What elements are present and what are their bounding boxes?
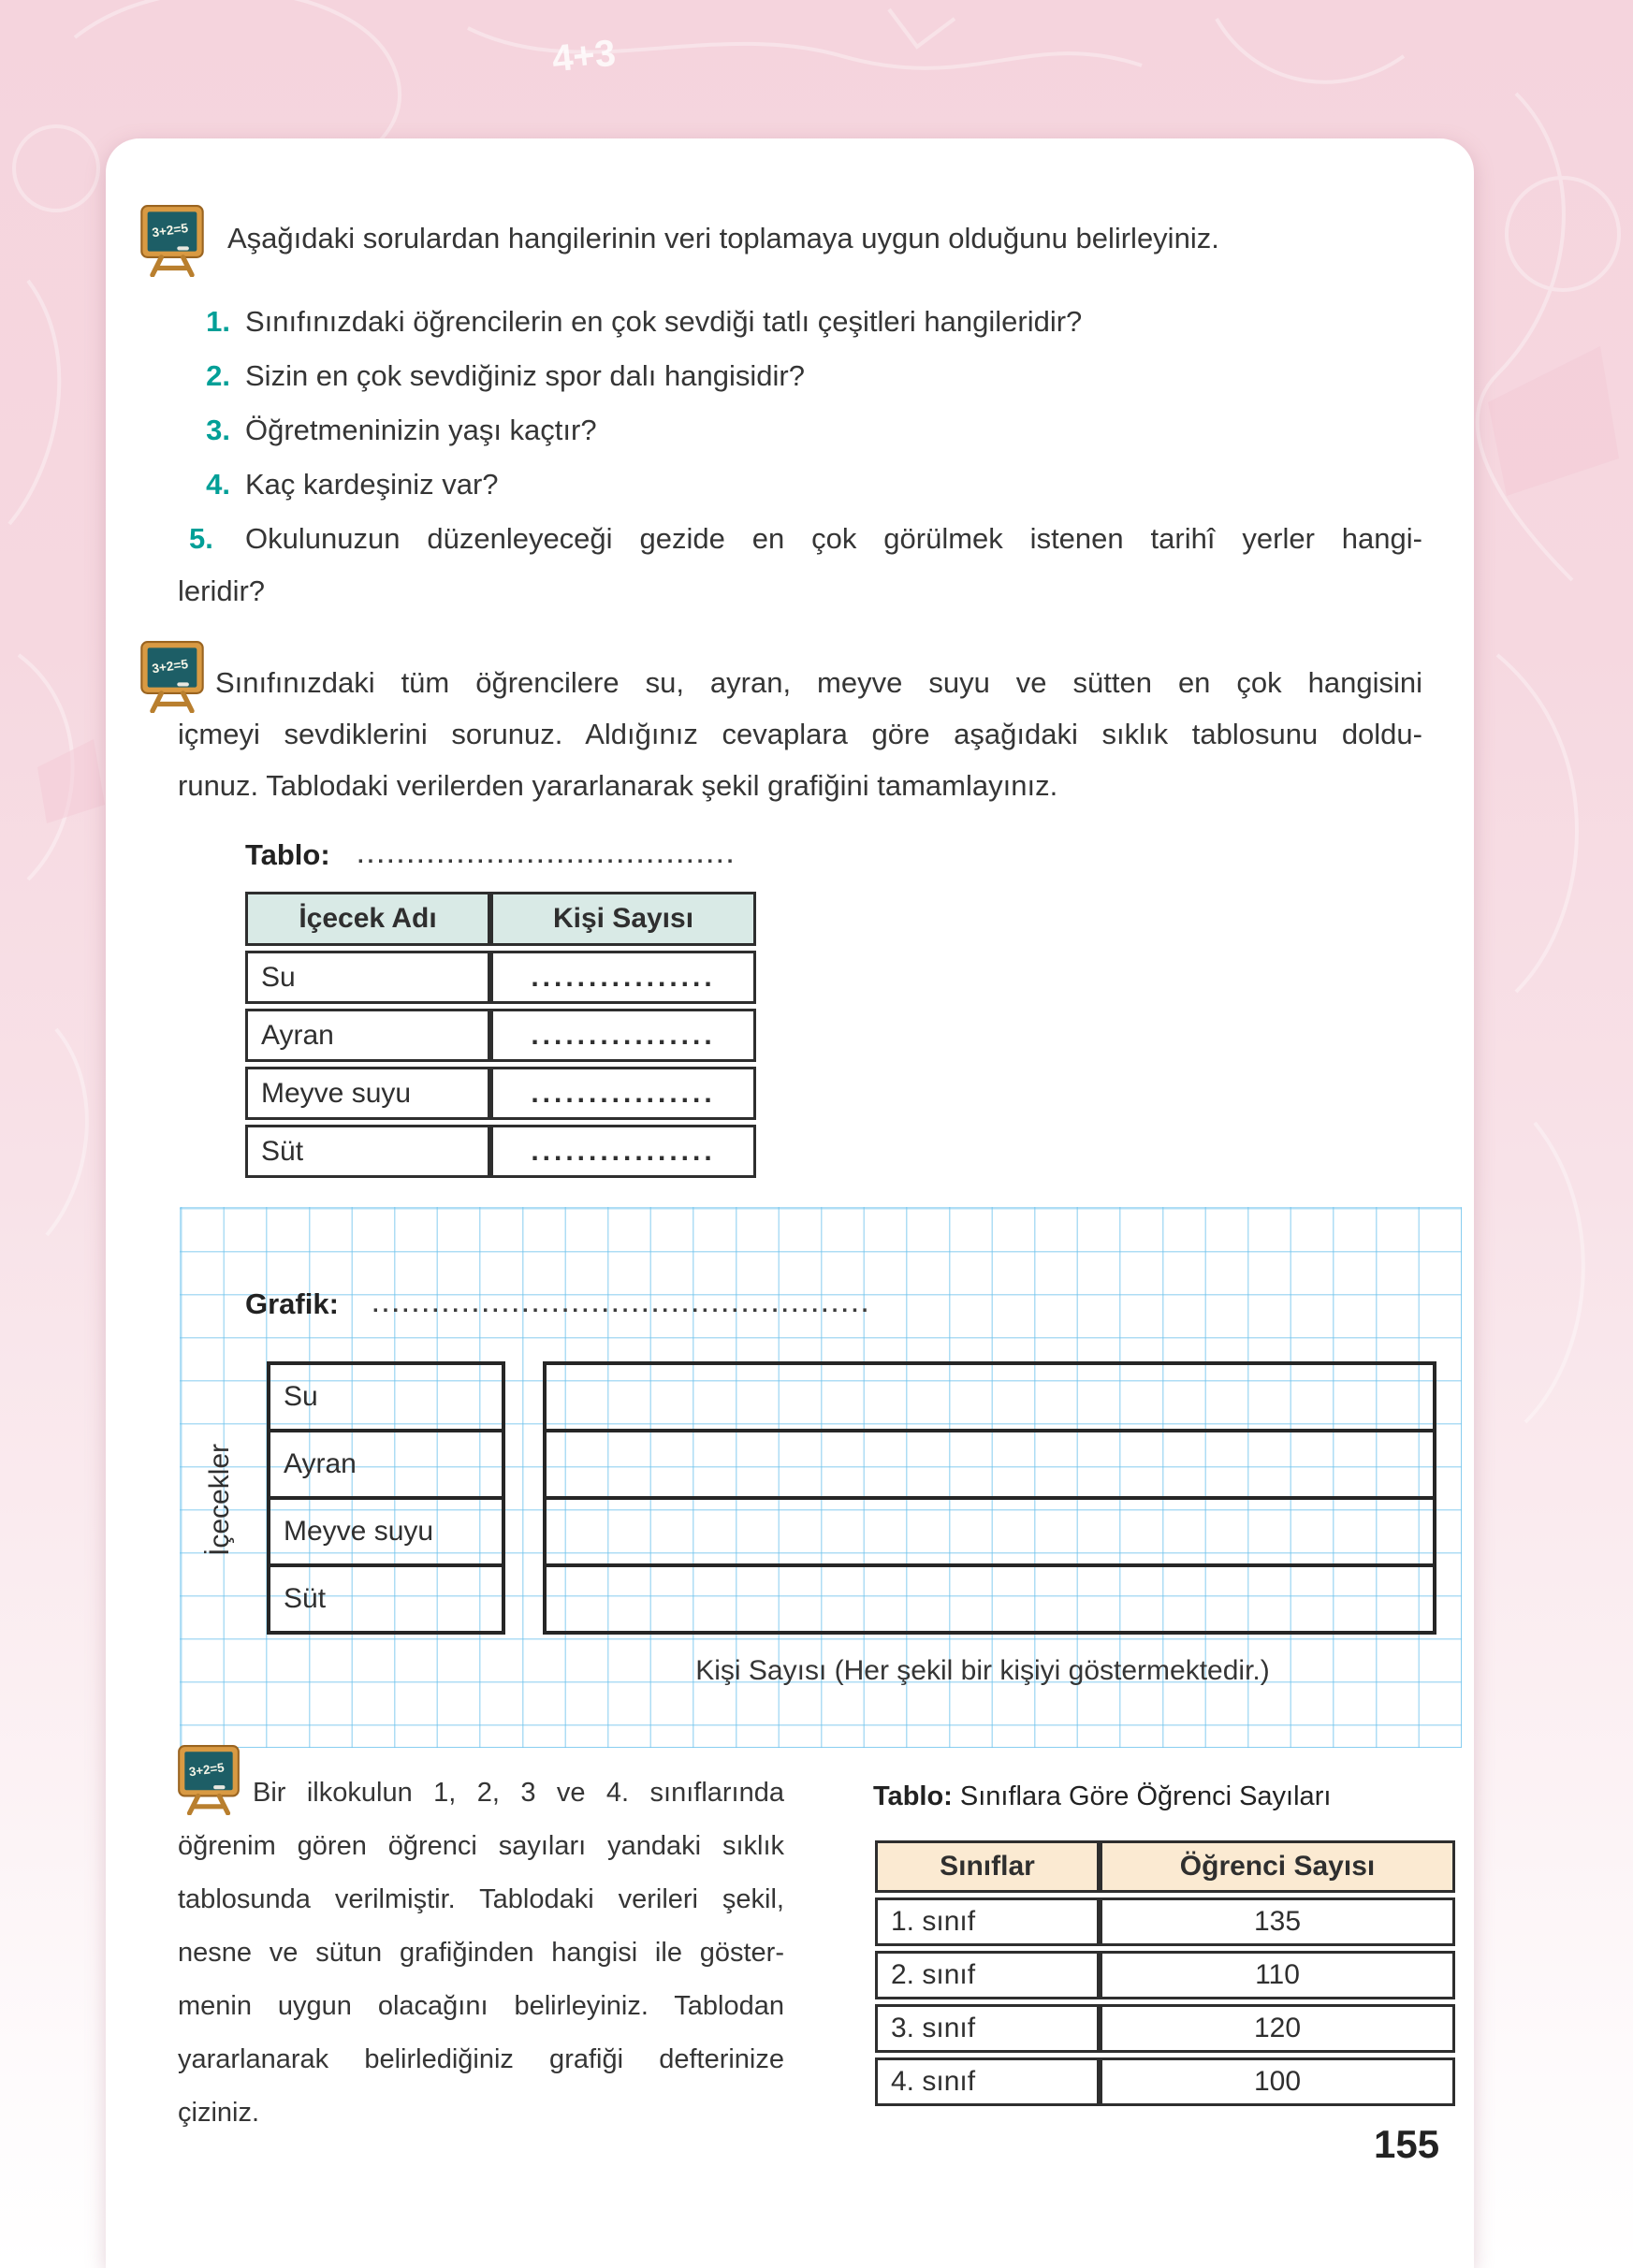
list-number: 3.: [206, 414, 230, 446]
count-cell: 100: [1100, 2057, 1455, 2106]
list-item: [189, 468, 1424, 502]
table-row: [245, 1067, 756, 1120]
table-row: [875, 2057, 1455, 2106]
frequency-table: [245, 887, 756, 1183]
exercise2-line3: runuz. Tablodaki verilerden yararlanarak şekil grafiğini tamamlayınız.: [178, 769, 1058, 802]
svg-text:3+2=5: 3+2=5: [151, 657, 189, 676]
graph-y-axis-label: İçecekler: [204, 1443, 235, 1557]
drink-cell: Süt: [245, 1125, 490, 1178]
list-item-text: Kaç kardeşiniz var?: [245, 468, 499, 501]
graph-row-label: Meyve suyu: [269, 1498, 503, 1565]
table2-title-text: Sınıflara Göre Öğrenci Sayıları: [959, 1781, 1332, 1811]
graph-x-axis-caption: Kişi Sayısı (Her şekil bir kişiyi göstermektedir.): [695, 1655, 1270, 1686]
graph-category-table: [267, 1361, 505, 1635]
list-number: 4.: [206, 468, 230, 501]
graph-row: [269, 1431, 503, 1498]
exercise3-line5: menin uygun olacağını belirleyiniz. Tablodan: [178, 1991, 784, 2021]
column-header-count: Kişi Sayısı: [490, 892, 756, 946]
graph-empty-row: [545, 1565, 1435, 1633]
list-item: [189, 305, 1424, 339]
table-row: [875, 1897, 1455, 1946]
table-row: [245, 1125, 756, 1178]
table1-label: Tablo:: [245, 838, 330, 871]
graph-row-label: Ayran: [269, 1431, 503, 1498]
graph-empty-cell: [545, 1498, 1435, 1565]
table2-title: [873, 1781, 1455, 1812]
list-item: [189, 522, 1422, 556]
decor-handwriting: 4+3: [549, 32, 618, 80]
graph-row: [269, 1363, 503, 1431]
exercise3-line7: çiziniz.: [178, 2098, 260, 2128]
chalkboard-icon: [139, 640, 206, 713]
exercise2-line2: içmeyi sevdiklerini sorunuz. Aldığınız cevaplara göre aşağıdaki sıklık tablosunu doldu-: [178, 718, 1422, 750]
class-cell: 4. sınıf: [875, 2057, 1100, 2106]
list-item-text: Öğretmeninizin yaşı kaçtır?: [245, 414, 597, 446]
exercise3-line4: nesne ve sütun grafiğinden hangisi ile göster-: [178, 1938, 784, 1968]
graph-empty-cell: [545, 1363, 1435, 1431]
count-blank-cell: ................: [490, 951, 756, 1004]
class-cell: 3. sınıf: [875, 2004, 1100, 2053]
list-item-continuation: leridir?: [178, 574, 266, 607]
chalkboard-icon: [139, 204, 206, 277]
graph-empty-cell: [545, 1431, 1435, 1498]
table-row: [875, 1951, 1455, 1999]
graph-empty-row: [545, 1431, 1435, 1498]
count-cell: 120: [1100, 2004, 1455, 2053]
column-header-count: Öğrenci Sayısı: [1100, 1840, 1455, 1893]
page-number: 155: [1374, 2122, 1440, 2166]
list-item-text: Sizin en çok sevdiğiniz spor dalı hangisidir?: [245, 359, 805, 392]
count-blank-cell: ................: [490, 1125, 756, 1178]
list-item-text: Sınıfınızdaki öğrencilerin en çok sevdiği tatlı çeşitleri hangileridir?: [245, 305, 1083, 338]
class-cell: 2. sınıf: [875, 1951, 1100, 1999]
graph-row: [269, 1565, 503, 1633]
exercise2-line1: Sınıfınızdaki tüm öğrencilere su, ayran, meyve suyu ve sütten en çok hangisini: [215, 666, 1422, 699]
table-row: [245, 951, 756, 1004]
exercise3-line2: öğrenim gören öğrenci sayıları yandaki sıklık: [178, 1831, 784, 1861]
exercise3-line6: yararlanarak belirlediğiniz grafiği defterinize: [178, 2044, 784, 2074]
graph-row-label: Su: [269, 1363, 503, 1431]
drink-cell: Meyve suyu: [245, 1067, 490, 1120]
table1-label-dots: ......................................: [357, 843, 737, 868]
svg-text:3+2=5: 3+2=5: [187, 1760, 226, 1780]
table2-title-label: Tablo:: [873, 1781, 953, 1811]
graph-row: [269, 1498, 503, 1565]
count-blank-cell: ................: [490, 1067, 756, 1120]
list-item: [189, 359, 1424, 393]
exercise1-prompt: Aşağıdaki sorulardan hangilerinin veri toplamaya uygun olduğunu belirleyiniz.: [227, 222, 1219, 254]
table-row: [245, 1009, 756, 1062]
drink-cell: Ayran: [245, 1009, 490, 1062]
column-header-class: Sınıflar: [875, 1840, 1100, 1893]
list-item-text: Okulunuzun düzenleyeceği gezide en çok görülmek istenen tarihî yerler hangi-: [245, 522, 1422, 555]
column-header-drink: İçecek Adı: [245, 892, 490, 946]
graph-row-label: Süt: [269, 1565, 503, 1633]
count-cell: 135: [1100, 1897, 1455, 1946]
count-cell: 110: [1100, 1951, 1455, 1999]
list-number: 1.: [206, 305, 230, 338]
list-item: [189, 414, 1424, 447]
class-cell: 1. sınıf: [875, 1897, 1100, 1946]
drink-cell: Su: [245, 951, 490, 1004]
classes-table: [875, 1836, 1455, 2111]
count-blank-cell: ................: [490, 1009, 756, 1062]
list-number: 2.: [206, 359, 230, 392]
graph-label-dots: ..................................................: [372, 1292, 872, 1317]
list-number: 5.: [189, 522, 213, 555]
graph-empty-row: [545, 1498, 1435, 1565]
svg-text:3+2=5: 3+2=5: [151, 221, 189, 240]
graph-empty-row: [545, 1363, 1435, 1431]
table-header-row: [875, 1840, 1455, 1893]
table-header-row: [245, 892, 756, 946]
table-row: [875, 2004, 1455, 2053]
graph-empty-cell: [545, 1565, 1435, 1633]
graph-label: Grafik:: [245, 1287, 339, 1320]
chalkboard-icon: [176, 1744, 241, 1815]
graph-value-table: [543, 1361, 1436, 1635]
exercise3-line1: Bir ilkokulun 1, 2, 3 ve 4. sınıflarında: [253, 1778, 784, 1808]
exercise3-line3: tablosunda verilmiştir. Tablodaki verileri şekil,: [178, 1884, 784, 1914]
